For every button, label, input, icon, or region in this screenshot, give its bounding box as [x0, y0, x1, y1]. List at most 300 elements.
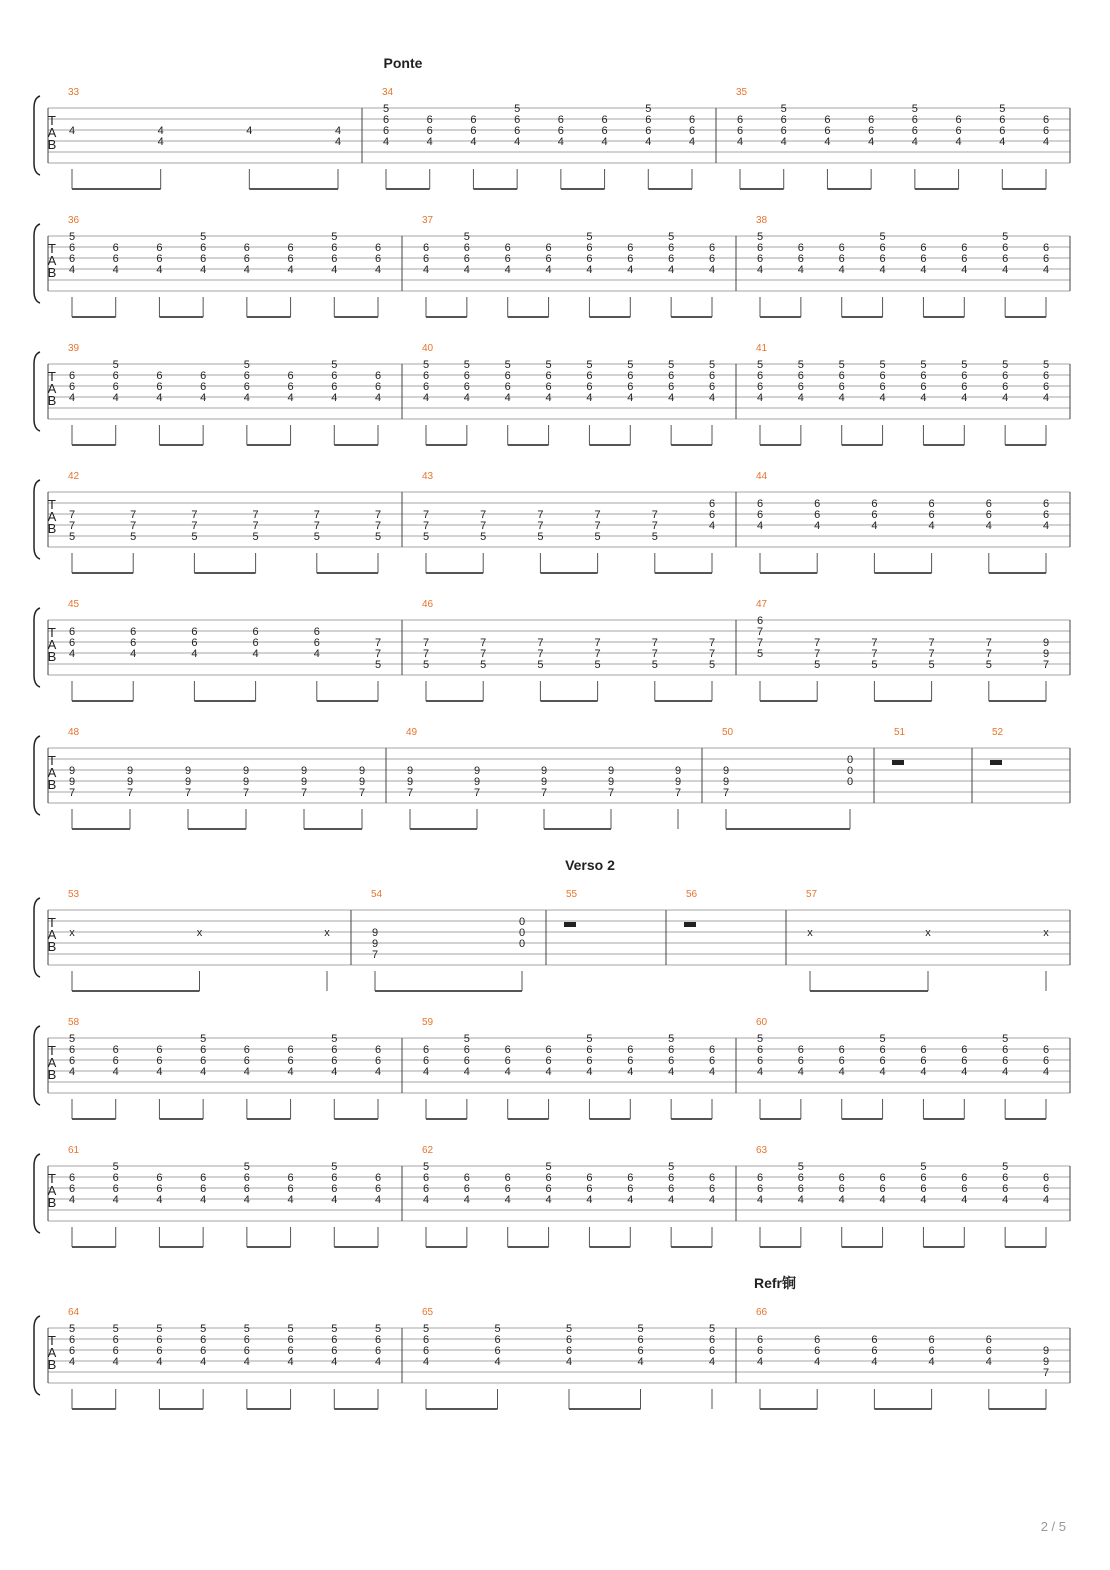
fret-number: 5 [708, 659, 716, 671]
measure-number: 40 [422, 343, 434, 354]
fret-number: 6 [756, 381, 764, 393]
fret-number: 6 [426, 125, 433, 137]
fret-number: 6 [130, 626, 137, 638]
measure-number: 60 [756, 1017, 768, 1028]
fret-number: 6 [68, 1172, 76, 1184]
fret-number: 4 [313, 648, 320, 660]
fret-number: 6 [374, 242, 382, 254]
fret-number: 4 [331, 392, 338, 404]
measure-number: 57 [806, 889, 818, 900]
fret-number: 6 [985, 1345, 992, 1357]
fret-number: 5 [586, 231, 593, 243]
fret-number: 6 [955, 114, 962, 126]
fret-number: 5 [200, 1323, 207, 1335]
fret-number: 6 [668, 1044, 675, 1056]
fret-number: 6 [838, 1055, 845, 1067]
fret-number: 6 [494, 1334, 501, 1346]
measure-number: 53 [68, 889, 80, 900]
fret-number: 4 [426, 136, 433, 148]
fret-number: 6 [287, 1334, 294, 1346]
fret-number: 4 [157, 125, 164, 137]
fret-number: 6 [797, 370, 804, 382]
fret-number: 5 [130, 531, 137, 543]
fret-number: 7 [374, 520, 382, 532]
fret-number: 5 [920, 359, 927, 371]
fret-number: 6 [797, 1172, 804, 1184]
fret-number: 4 [157, 136, 164, 148]
fret-number: 6 [920, 242, 927, 254]
fret-number: 7 [358, 787, 366, 799]
fret-number: 6 [637, 1345, 644, 1357]
fret-number: 6 [961, 242, 968, 254]
measure-number: 38 [756, 215, 768, 226]
fret-number: 6 [545, 381, 552, 393]
fret-number: 6 [200, 242, 207, 254]
fret-number: 7 [473, 787, 481, 799]
fret-number: 4 [334, 125, 342, 137]
fret-number: 4 [112, 392, 119, 404]
fret-number: 0 [846, 754, 854, 766]
fret-number: 6 [814, 1345, 821, 1357]
fret-number: 5 [112, 1323, 119, 1335]
fret-number: 6 [627, 1044, 634, 1056]
fret-number: 7 [480, 509, 487, 521]
measure-number: 37 [422, 215, 434, 226]
staff-system [34, 889, 1070, 991]
fret-number: 5 [879, 359, 886, 371]
measure-number: 63 [756, 1145, 768, 1156]
measure-number: 64 [68, 1307, 80, 1318]
fret-number: 4 [668, 392, 675, 404]
fret-number: 4 [1002, 392, 1009, 404]
fret-number: 6 [920, 381, 927, 393]
fret-number: 5 [708, 359, 716, 371]
fret-number: 6 [1042, 381, 1050, 393]
fret-number: 6 [920, 370, 927, 382]
fret-number: 6 [879, 1044, 886, 1056]
fret-number: 6 [504, 381, 511, 393]
fret-number: 7 [814, 637, 821, 649]
fret-number: 6 [422, 1183, 430, 1195]
fret-number: 4 [200, 1194, 207, 1206]
fret-number: 6 [243, 1334, 250, 1346]
fret-number: 6 [382, 114, 390, 126]
fret-number: 9 [242, 776, 250, 788]
fret-number: 4 [504, 264, 511, 276]
fret-number: 6 [156, 1172, 163, 1184]
fret-number: 5 [494, 1323, 501, 1335]
fret-number: 6 [463, 1055, 470, 1067]
fret-number: 5 [668, 1033, 675, 1045]
fret-number: 4 [920, 392, 927, 404]
tab-clef-letter: A [47, 125, 57, 140]
fret-number: 6 [601, 125, 608, 137]
fret-number: 6 [331, 381, 338, 393]
fret-number: 4 [334, 136, 342, 148]
fret-number: 5 [112, 1161, 119, 1173]
fret-number: 6 [331, 1183, 338, 1195]
tab-clef-letter: A [47, 1345, 57, 1360]
fret-number: 6 [545, 253, 552, 265]
fret-number: 7 [871, 637, 878, 649]
fret-number: 4 [586, 1194, 593, 1206]
fret-number: 4 [374, 264, 382, 276]
fret-number: 6 [68, 1334, 76, 1346]
fret-number: 6 [780, 125, 787, 137]
fret-number: 7 [130, 509, 137, 521]
fret-number: 6 [112, 1345, 119, 1357]
fret-number: 4 [756, 520, 764, 532]
fret-number: 6 [1002, 381, 1009, 393]
fret-number: 6 [756, 509, 764, 521]
fret-number: 5 [480, 531, 487, 543]
fret-number: 5 [797, 1161, 804, 1173]
fret-number: 4 [928, 1356, 935, 1368]
fret-number: 6 [243, 1183, 250, 1195]
tab-clef-letter: B [47, 939, 57, 954]
fret-number: 6 [920, 1172, 927, 1184]
fret-number: 4 [243, 1066, 250, 1078]
fret-number: 4 [68, 648, 76, 660]
fret-number: 7 [651, 648, 658, 660]
measure-number: 65 [422, 1307, 434, 1318]
fret-number: 6 [422, 253, 430, 265]
fret-number: 6 [999, 125, 1006, 137]
fret-number: 4 [156, 392, 163, 404]
fret-number: 7 [928, 648, 935, 660]
fret-number: 7 [708, 637, 716, 649]
fret-number: 6 [756, 242, 764, 254]
fret-number: 6 [112, 253, 119, 265]
fret-number: 4 [68, 1194, 76, 1206]
whole-rest [564, 922, 576, 927]
fret-number: 7 [537, 637, 544, 649]
fret-number: 6 [586, 1183, 593, 1195]
fret-number: 6 [1002, 1055, 1009, 1067]
fret-number: 6 [824, 125, 831, 137]
fret-number: 6 [112, 1044, 119, 1056]
fret-number: 6 [961, 253, 968, 265]
fret-number: 6 [868, 114, 875, 126]
whole-rest [892, 760, 904, 765]
fret-number: 5 [331, 231, 338, 243]
fret-number: 6 [668, 1183, 675, 1195]
fret-number: 4 [1042, 136, 1050, 148]
tab-clef-letter: T [48, 1171, 56, 1186]
measure-number: 55 [566, 889, 578, 900]
fret-number: 4 [756, 392, 764, 404]
fret-number: 6 [920, 1055, 927, 1067]
fret-number: 6 [422, 1334, 430, 1346]
fret-number: 6 [422, 1044, 430, 1056]
fret-number: 6 [331, 1334, 338, 1346]
fret-number: 6 [961, 381, 968, 393]
fret-number: 6 [797, 1044, 804, 1056]
fret-number: 6 [504, 253, 511, 265]
fret-number: 5 [200, 1033, 207, 1045]
staff-system [34, 215, 1070, 317]
fret-number: 6 [1042, 242, 1050, 254]
fret-number: 6 [494, 1345, 501, 1357]
fret-number: 6 [156, 1334, 163, 1346]
fret-number: 4 [494, 1356, 501, 1368]
fret-number: 6 [961, 1055, 968, 1067]
fret-number: 4 [545, 1194, 552, 1206]
fret-number: 7 [1042, 1367, 1050, 1379]
fret-number: 6 [68, 253, 76, 265]
fret-number: 6 [797, 242, 804, 254]
tab-clef-letter: B [47, 649, 57, 664]
fret-number: 5 [422, 1323, 430, 1335]
fret-number: 6 [985, 509, 992, 521]
fret-number: 9 [126, 776, 134, 788]
fret-number: 5 [68, 231, 76, 243]
fret-number: 4 [287, 1066, 294, 1078]
fret-number: 6 [756, 1044, 764, 1056]
fret-number: 6 [627, 1183, 634, 1195]
fret-number: 6 [756, 253, 764, 265]
fret-number: 4 [985, 1356, 992, 1368]
fret-number: 6 [504, 370, 511, 382]
fret-number: 6 [838, 253, 845, 265]
fret-number: 4 [470, 136, 477, 148]
fret-number: x [925, 927, 931, 939]
fret-number: 6 [708, 381, 716, 393]
fret-number: 6 [287, 1183, 294, 1195]
fret-number: 4 [668, 264, 675, 276]
fret-number: 7 [537, 648, 544, 660]
fret-number: 5 [961, 359, 968, 371]
measure-number: 50 [722, 727, 734, 738]
fret-number: 7 [594, 637, 601, 649]
fret-number: 4 [68, 392, 76, 404]
fret-number: 6 [68, 1044, 76, 1056]
tab-clef-letter: A [47, 253, 57, 268]
fret-number: 6 [1042, 1055, 1050, 1067]
fret-number: 6 [470, 125, 477, 137]
fret-number: 6 [871, 498, 878, 510]
fret-number: 6 [868, 125, 875, 137]
fret-number: 0 [518, 916, 526, 928]
fret-number: 6 [814, 509, 821, 521]
fret-number: 6 [463, 370, 470, 382]
fret-number: 9 [722, 776, 730, 788]
fret-number: 6 [985, 498, 992, 510]
fret-number: 7 [480, 637, 487, 649]
fret-number: 5 [985, 659, 992, 671]
fret-number: 7 [422, 520, 430, 532]
fret-number: 9 [358, 765, 366, 777]
fret-number: 5 [594, 531, 601, 543]
fret-number: 6 [156, 1055, 163, 1067]
section-label: Verso 2 [565, 857, 615, 873]
fret-number: 7 [191, 509, 198, 521]
tab-clef-letter: T [48, 915, 56, 930]
measure-number: 52 [992, 727, 1004, 738]
fret-number: 4 [1042, 1194, 1050, 1206]
fret-number: 6 [374, 370, 382, 382]
fret-number: 6 [557, 125, 564, 137]
fret-number: 7 [191, 520, 198, 532]
fret-number: 4 [287, 264, 294, 276]
fret-number: 4 [382, 136, 390, 148]
fret-number: 6 [838, 370, 845, 382]
fret-number: 5 [871, 659, 878, 671]
fret-number: 6 [200, 1334, 207, 1346]
fret-number: 6 [797, 1055, 804, 1067]
fret-number: 5 [112, 359, 119, 371]
section-label: Refr锏 [753, 1275, 797, 1291]
fret-number: 6 [756, 498, 764, 510]
fret-number: 5 [838, 359, 845, 371]
tab-clef-letter: A [47, 765, 57, 780]
fret-number: 4 [780, 136, 787, 148]
fret-number: 7 [184, 787, 192, 799]
fret-number: 6 [463, 1172, 470, 1184]
fret-number: 4 [871, 1356, 878, 1368]
fret-number: 6 [824, 114, 831, 126]
fret-number: 6 [422, 1345, 430, 1357]
fret-number: 4 [797, 1194, 804, 1206]
fret-number: 5 [756, 359, 764, 371]
measure-number: 46 [422, 599, 434, 610]
fret-number: 5 [514, 103, 521, 115]
fret-number: 7 [68, 520, 76, 532]
fret-number: 6 [961, 1183, 968, 1195]
fret-number: 6 [557, 114, 564, 126]
fret-number: 9 [406, 765, 414, 777]
staff-system [34, 727, 1070, 829]
fret-number: 6 [565, 1345, 573, 1357]
fret-number: 6 [243, 381, 250, 393]
fret-number: 6 [879, 1172, 886, 1184]
fret-number: 7 [480, 648, 487, 660]
fret-number: 6 [463, 242, 470, 254]
fret-number: 7 [607, 787, 615, 799]
fret-number: 6 [627, 1055, 634, 1067]
fret-number: 9 [371, 927, 379, 939]
fret-number: 6 [112, 242, 119, 254]
fret-number: 6 [504, 1183, 511, 1195]
fret-number: 6 [797, 1183, 804, 1195]
fret-number: 6 [374, 1345, 382, 1357]
fret-number: 6 [708, 1055, 716, 1067]
fret-number: 5 [463, 359, 470, 371]
fret-number: 6 [1042, 509, 1050, 521]
fret-number: 7 [242, 787, 250, 799]
fret-number: 5 [651, 659, 658, 671]
fret-number: 6 [463, 1044, 470, 1056]
fret-number: 6 [243, 370, 250, 382]
fret-number: 5 [651, 531, 658, 543]
fret-number: 4 [586, 264, 593, 276]
fret-number: 4 [331, 1356, 338, 1368]
tab-clef-letter: A [47, 381, 57, 396]
measure-number: 39 [68, 343, 80, 354]
fret-number: 4 [627, 392, 634, 404]
fret-number: 6 [688, 125, 696, 137]
fret-number: 4 [243, 392, 250, 404]
fret-number: 6 [156, 370, 163, 382]
fret-number: 5 [252, 531, 259, 543]
fret-number: 4 [879, 1194, 886, 1206]
fret-number: 4 [252, 648, 259, 660]
fret-number: 6 [586, 1044, 593, 1056]
fret-number: 6 [814, 1334, 821, 1346]
fret-number: 6 [374, 1183, 382, 1195]
fret-number: 7 [374, 648, 382, 660]
fret-number: 4 [586, 392, 593, 404]
fret-number: 6 [668, 1172, 675, 1184]
fret-number: 5 [1042, 359, 1050, 371]
measure-number: 41 [756, 343, 768, 354]
fret-number: 6 [627, 242, 634, 254]
fret-number: 9 [126, 765, 134, 777]
fret-number: 6 [838, 1172, 845, 1184]
fret-number: 7 [252, 509, 259, 521]
fret-number: 5 [627, 359, 634, 371]
fret-number: 4 [814, 1356, 821, 1368]
fret-number: 6 [838, 242, 845, 254]
fret-number: 6 [879, 381, 886, 393]
fret-number: 5 [920, 1161, 927, 1173]
tab-clef-letter: A [47, 637, 57, 652]
fret-number: 6 [331, 1055, 338, 1067]
fret-number: 4 [736, 136, 744, 148]
fret-number: 6 [422, 1172, 430, 1184]
fret-number: 9 [674, 765, 682, 777]
fret-number: 6 [313, 626, 320, 638]
fret-number: 6 [1042, 1183, 1050, 1195]
fret-number: 6 [961, 370, 968, 382]
fret-number: 6 [504, 242, 511, 254]
fret-number: 6 [112, 1055, 119, 1067]
fret-number: 4 [557, 136, 564, 148]
fret-number: 4 [586, 1066, 593, 1078]
fret-number: 6 [287, 370, 294, 382]
fret-number: 4 [463, 1194, 470, 1206]
fret-number: 6 [504, 1172, 511, 1184]
fret-number: 6 [756, 370, 764, 382]
fret-number: 4 [920, 1066, 927, 1078]
fret-number: 7 [985, 648, 992, 660]
fret-number: 5 [156, 1323, 163, 1335]
fret-number: 5 [879, 1033, 886, 1045]
fret-number: x [1043, 927, 1049, 939]
fret-number: 5 [586, 359, 593, 371]
fret-number: 9 [184, 765, 192, 777]
fret-number: 6 [871, 509, 878, 521]
fret-number: 9 [406, 776, 414, 788]
fret-number: 6 [627, 1172, 634, 1184]
measure-number: 62 [422, 1145, 434, 1156]
fret-number: 5 [1002, 1161, 1009, 1173]
fret-number: 5 [814, 659, 821, 671]
fret-number: 5 [545, 1161, 552, 1173]
fret-number: 6 [426, 114, 433, 126]
fret-number: 6 [928, 1334, 935, 1346]
fret-number: 6 [252, 626, 259, 638]
fret-number: x [69, 927, 75, 939]
tab-clef-letter: B [47, 265, 57, 280]
fret-number: 6 [112, 370, 119, 382]
fret-number: 6 [928, 1345, 935, 1357]
fret-number: 6 [422, 381, 430, 393]
fret-number: 7 [1042, 659, 1050, 671]
fret-number: 4 [130, 648, 137, 660]
fret-number: 4 [1042, 520, 1050, 532]
fret-number: 6 [1042, 253, 1050, 265]
